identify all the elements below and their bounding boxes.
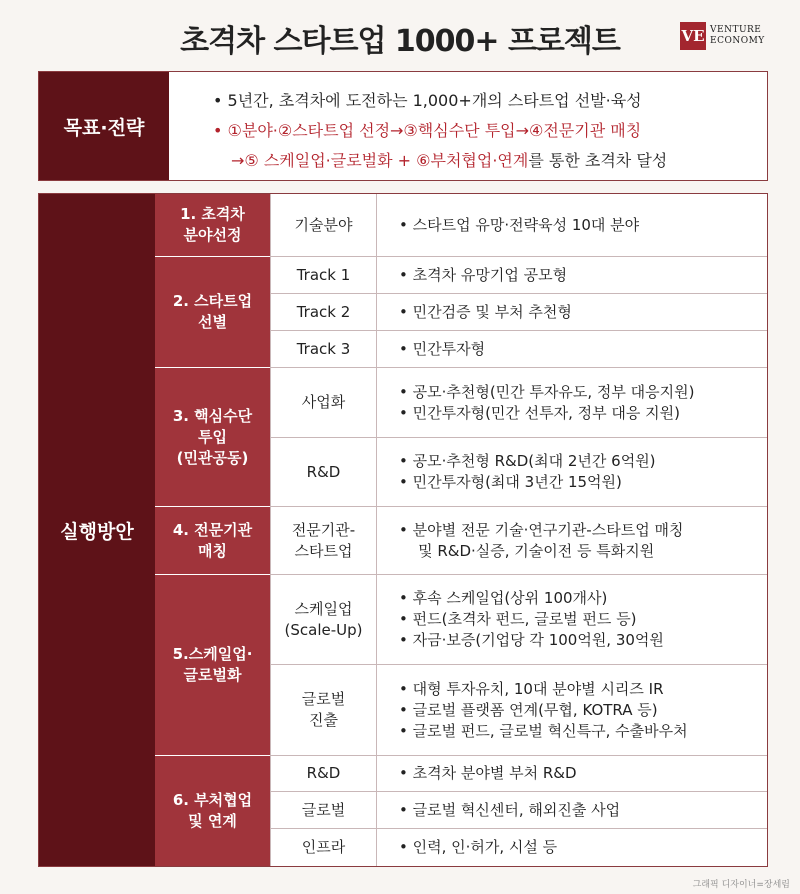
desc-track-3: [376, 331, 767, 368]
sub-expert-startup: 전문기관- 스타트업: [270, 507, 376, 575]
desc-line: • 펀드(초격차 펀드, 글로벌 펀드 등): [399, 610, 637, 628]
desc-line: • 초격차 유망기업 공모형: [399, 265, 568, 284]
execution-plan-table: [38, 193, 768, 867]
category-6: 6. 부처협업 및 연계: [155, 756, 270, 866]
sub-6-global: 글로벌: [270, 792, 376, 829]
desc-rnd: [376, 438, 767, 507]
sub-track-1: Track 1: [270, 257, 376, 294]
goal-line-3-red: →⑤ 스케일업·글로벌화 + ⑥부처협업·연계: [231, 151, 529, 170]
desc-track-2: [376, 294, 767, 331]
desc-line: • 글로벌 플랫폼 연계(무협, KOTRA 등): [399, 700, 658, 719]
sub-scaleup: 스케일업 (Scale-Up): [270, 575, 376, 665]
desc-line: • 공모·추천형 R&D(최대 2년간 6억원): [399, 452, 656, 470]
category-1: 1. 초격차 분야선정: [155, 194, 270, 257]
desc-line: • 초격차 분야별 부처 R&D: [399, 764, 577, 782]
sub-track-2: Track 2: [270, 294, 376, 331]
category-5: 5.스케일업· 글로벌화: [155, 575, 270, 756]
desc-6-infra: [376, 829, 767, 866]
desc-line: • 인력, 인·허가, 시설 등: [399, 838, 558, 856]
sub-track-3: Track 3: [270, 331, 376, 368]
sub-global-entry: 글로벌 진출: [270, 665, 376, 756]
desc-line: • 자금·보증(기업당 각 100억원, 30억원: [399, 631, 664, 649]
desc-tech-field: [376, 194, 767, 257]
side-label: 실행방안: [39, 194, 155, 866]
desc-6-global: [376, 792, 767, 829]
desc-line: • 대형 투자유치, 10대 분야별 시리즈 IR: [399, 679, 664, 698]
goal-body: [169, 72, 767, 180]
logo-words: [710, 25, 765, 47]
desc-expert-matching: [376, 507, 767, 575]
sub-commercialization: 사업화: [270, 368, 376, 438]
desc-commercialization: [376, 368, 767, 438]
goal-strategy-box: [38, 71, 768, 181]
desc-line: • 분야별 전문 기술·연구기관-스타트업 매칭: [399, 520, 684, 539]
desc-line: • 민간투자형(민간 선투자, 정부 대응 지원): [399, 403, 681, 422]
category-4: 4. 전문기관 매칭: [155, 507, 270, 575]
desc-line: • 공모·추천형(민간 투자유도, 정부 대응지원): [399, 382, 695, 401]
goal-label: 목표·전략: [39, 72, 169, 180]
category-2: 2. 스타트업 선별: [155, 257, 270, 368]
sub-tech-field: 기술분야: [270, 194, 376, 257]
desc-global-entry: [376, 665, 767, 756]
desc-line: • 글로벌 펀드, 글로벌 혁신특구, 수출바우처: [399, 721, 688, 740]
logo-line-1: VENTURE: [710, 25, 762, 35]
desc-line: • 글로벌 혁신센터, 해외진출 사업: [399, 800, 621, 819]
goal-line-3: [213, 146, 767, 176]
sub-6-infra: 인프라: [270, 829, 376, 866]
desc-scaleup: [376, 575, 767, 665]
category-3: 3. 핵심수단 투입 (민관공동): [155, 368, 270, 507]
sub-6-rnd: R&D: [270, 756, 376, 792]
logo-mark: VE: [680, 22, 706, 50]
desc-track-1: [376, 257, 767, 294]
goal-line-3-black: 를 통한 초격차 달성: [528, 151, 668, 170]
desc-line: • 후속 스케일업(상위 100개사): [399, 589, 608, 607]
desc-6-rnd: [376, 756, 767, 792]
page-title: 초격차 스타트업 1000+ 프로젝트: [180, 24, 620, 59]
desc-line: • 스타트업 유망·전략육성 10대 분야: [399, 215, 640, 234]
logo-line-2: ECONOMY: [710, 36, 765, 46]
desc-line: • 민간검증 및 부처 추천형: [399, 302, 572, 321]
sub-rnd: R&D: [270, 438, 376, 507]
desc-line: • 민간투자형(최대 3년간 15억원): [399, 473, 622, 491]
desc-line: 및 R&D·실증, 기술이전 등 특화지원: [399, 541, 655, 560]
graphic-credit: 그래픽 디자이너=장세림: [692, 880, 790, 890]
goal-line-1: • 5년간, 초격차에 도전하는 1,000+개의 스타트업 선발·육성: [213, 91, 642, 110]
desc-line: • 민간투자형: [399, 339, 486, 358]
venture-economy-logo: [680, 22, 765, 50]
goal-line-2: • ①분야·②스타트업 선정→③핵심수단 투입→④전문기관 매칭: [213, 121, 642, 140]
